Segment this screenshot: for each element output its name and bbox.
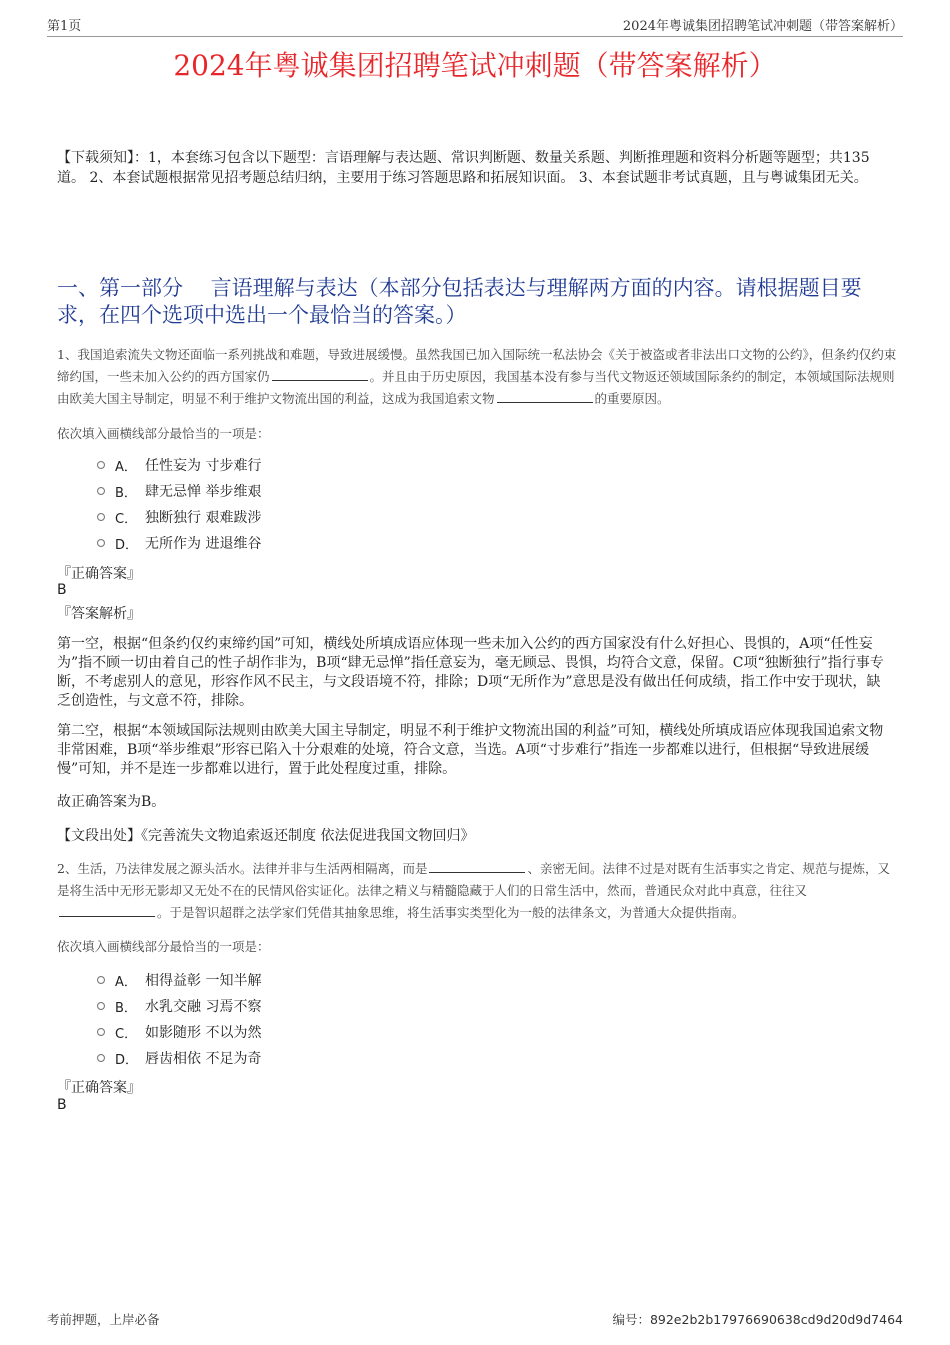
blank-line [272,367,368,381]
blank-line [497,389,593,403]
passage-source: 【文段出处】《完善流失文物追索返还制度 依法促进我国文物回归》 [57,828,475,844]
section-title: 一、第一部分 言语理解与表达（本部分包括表达与理解两方面的内容。请根据题目要求，在四个选项中选出一个最恰当的答案。） [57,276,862,327]
page-footer [47,1310,903,1328]
page-header [47,14,903,37]
radio-icon[interactable] [97,461,105,469]
option-b[interactable]: B． 肆无忌惮 举步维艰 [97,478,261,504]
radio-icon[interactable] [97,1028,105,1036]
option-d[interactable]: D． 无所作为 进退维谷 [97,530,261,556]
correct-answer: B [57,582,67,598]
analysis-paragraph-2: 第二空，根据“本领域国际法规则由欧美大国主导制定，明显不利于维护文物流出国的利益”可知，横线处所填成语应体现我国追索文物非常困难，B项“举步维艰”形容已陷入十分艰难的处境，符合文意，当选。A项“寸步难行”指连一步都难以进行，但根据“导致进展缓慢”可知，并不是连一步都难以进行，置于此处程度过重，排除。 [57,723,884,777]
correct-answer: B [57,1097,67,1113]
question-2-text-b: 、亲密无间。法律不过是对既有生活事实之肯定、规范与提炼，又是将生活中无形无影却又无处不在的民情风俗实证化。法律之精义与精髓隐藏于人们的日常生活中，然而，普通民众对此中真意，往往又 [57,861,890,898]
correct-answer-label: 『正确答案』 [57,566,141,582]
document-title: 2024年粤诚集团招聘笔试冲刺题（带答案解析） [173,49,777,82]
question-1-text-b: 。并且由于历史原因，我国基本没有参与当代文物返还领域国际条约的制定，本领域国际法规则由欧美大国主导制定，明显不利于维护文物流出国的利益，这成为我国追索文物 [57,369,895,406]
question-2-text-c: 。于是智识超群之法学家们凭借其抽象思维，将生活事实类型化为一般的法律条文，为普通大众提供指南。 [157,905,745,920]
option-b[interactable]: B． 水乳交融 习焉不察 [97,993,261,1019]
question-1-prompt: 依次填入画横线部分最恰当的一项是： [57,426,270,441]
question-1-text-c: 的重要原因。 [594,391,670,406]
header-doc-title: 2024年粤诚集团招聘笔试冲刺题（带答案解析） [622,19,903,34]
radio-icon[interactable] [97,539,105,547]
analysis-label: 『答案解析』 [57,606,141,622]
blank-line [429,859,525,873]
document-code: 编号：892e2b2b17976690638cd9d20d9d7464 [612,1312,903,1327]
blank-line [59,903,155,917]
question-1-text-a: 1、我国追索流失文物还面临一系列挑战和难题，导致进展缓慢。虽然我国已加入国际统一私法协会《关于被盗或者非法出口文物的公约》，但条约仅约束缔约国，一些未加入公约的西方国家仍 [57,347,897,384]
question-2-text [57,858,897,924]
radio-icon[interactable] [97,976,105,984]
footer-slogan: 考前押题，上岸必备 [47,1312,160,1327]
page-number: 第1页 [47,19,82,34]
radio-icon[interactable] [97,487,105,495]
analysis-paragraph-1: 第一空，根据“但条约仅约束缔约国”可知，横线处所填成语应体现一些未加入公约的西方国家没有什么好担心、畏惧的，A项“任性妄为”指不顾一切由着自己的性子胡作非为，B项“肆无忌惮”指任意妄为，毫无顾忌、畏惧，均符合文意，保留。C项“独断独行”指行事专断，不考虑别人的意见，形容作风不民主，与文段语境不符，排除；D项“无所作为”意思是没有做出任何成绩，指工作中安于现状，缺乏创造性，与文意不符，排除。 [57,636,884,709]
analysis-conclusion: 故正确答案为B。 [57,794,166,810]
radio-icon[interactable] [97,513,105,521]
radio-icon[interactable] [97,1054,105,1062]
radio-icon[interactable] [97,1002,105,1010]
option-a[interactable]: A． 任性妄为 寸步难行 [97,452,261,478]
question-1-options [97,452,261,556]
option-a[interactable]: A． 相得益彰 一知半解 [97,967,261,993]
question-1-text [57,344,897,410]
option-c[interactable]: C． 如影随形 不以为然 [97,1019,261,1045]
correct-answer-label: 『正确答案』 [57,1080,141,1096]
question-2-text-a: 2、生活，乃法律发展之源头活水。法律并非与生活两相隔离，而是 [57,861,428,876]
question-2-prompt: 依次填入画横线部分最恰当的一项是： [57,939,270,954]
download-notice: 【下载须知】：1，本套练习包含以下题型：言语理解与表达题、常识判断题、数量关系题、判断推理题和资料分析题等题型；共135道。 2、本套试题根据常见招考题总结归纳，主要用于练习答题思路和拓展知识面。 3、本套试题非考试真题，且与粤诚集团无关。 [57,150,870,186]
option-c[interactable]: C． 独断独行 艰难跋涉 [97,504,261,530]
option-d[interactable]: D． 唇齿相依 不足为奇 [97,1045,261,1071]
question-2-options [97,967,261,1071]
